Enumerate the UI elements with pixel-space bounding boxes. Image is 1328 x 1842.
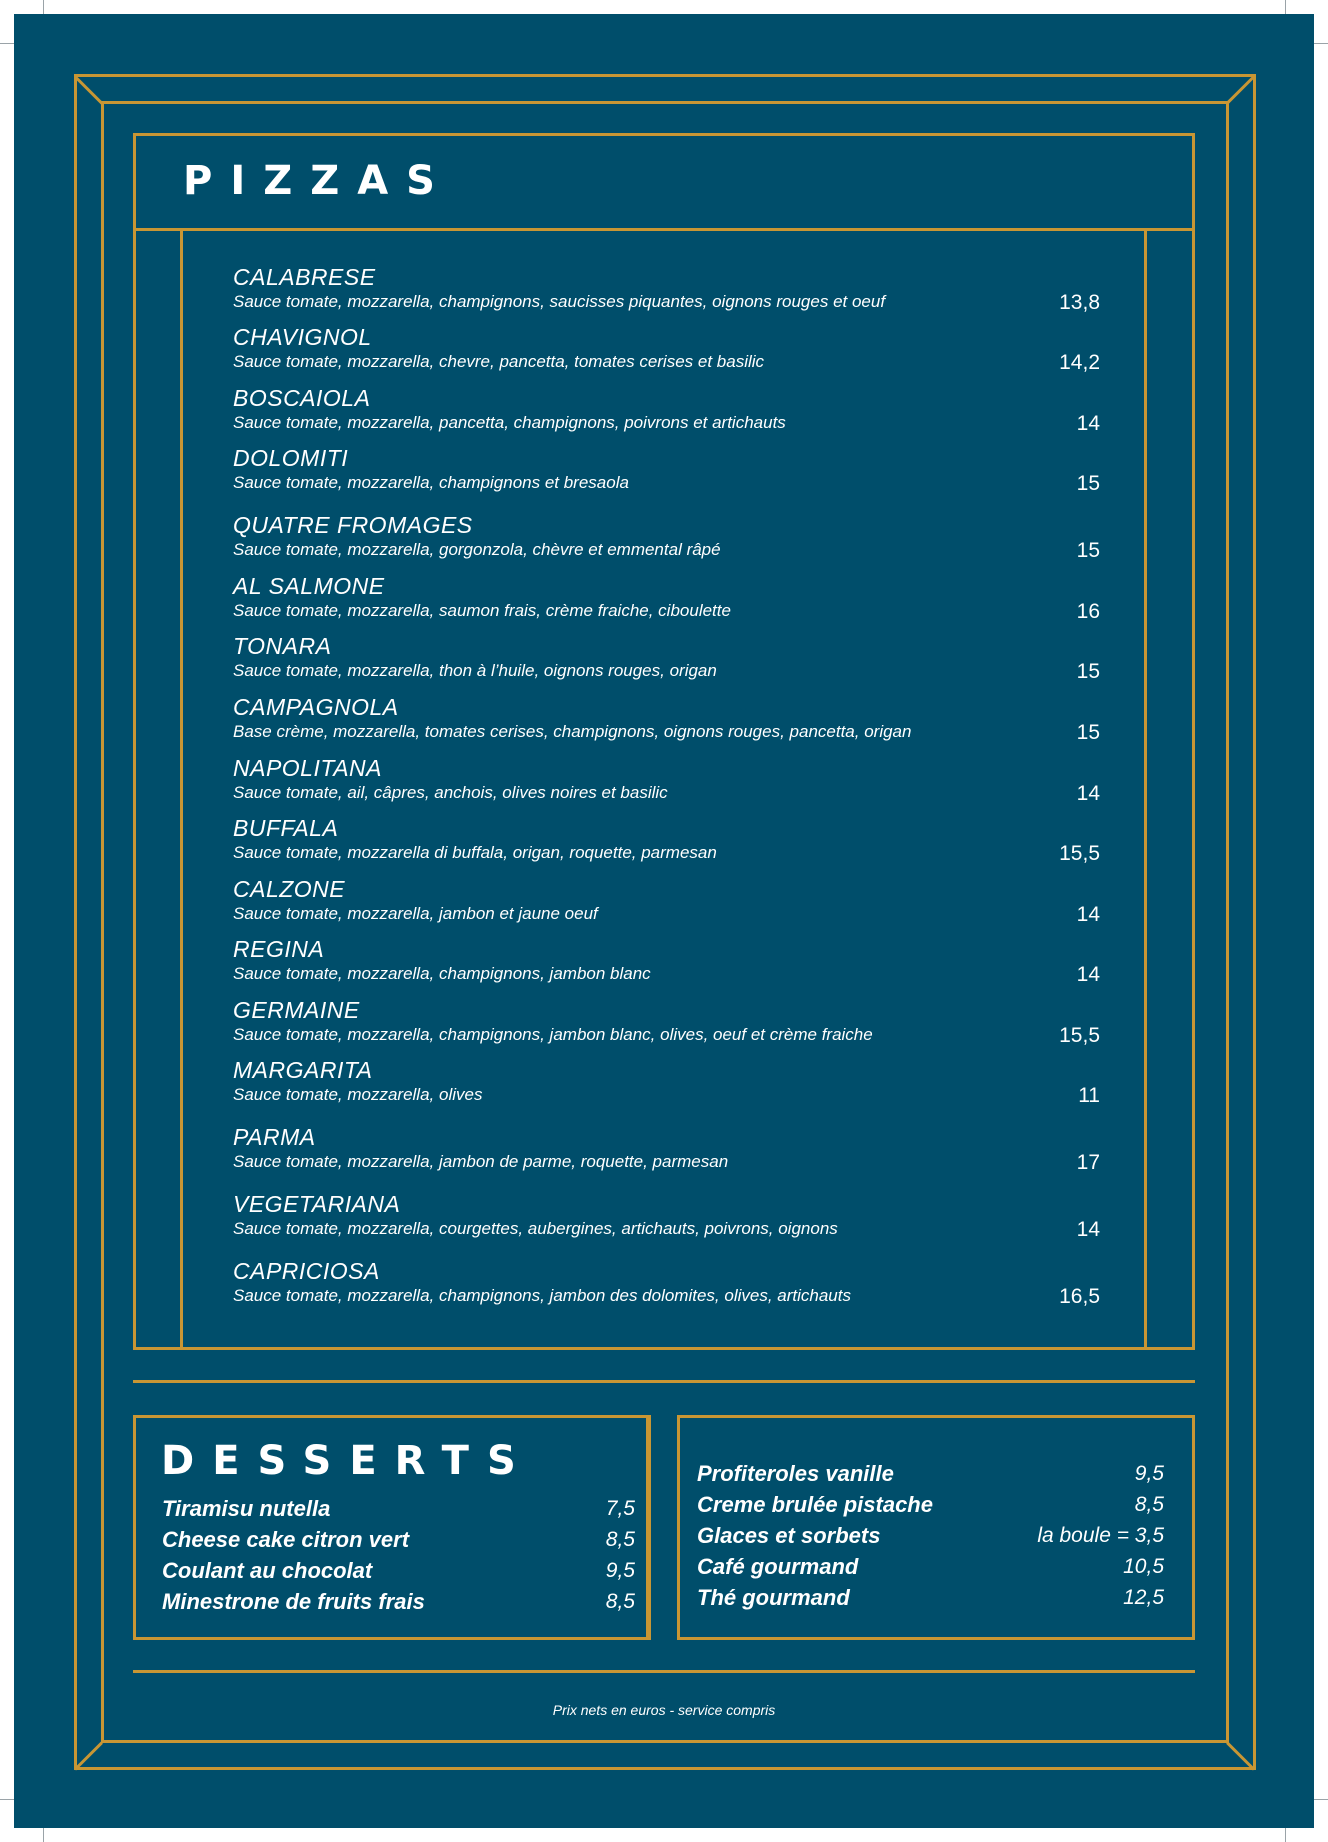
- pizza-price: 15: [1076, 539, 1100, 562]
- pizza-price: 14: [1076, 412, 1100, 435]
- pizza-price: 14,2: [1059, 351, 1100, 374]
- dessert-name: Café gourmand: [697, 1554, 859, 1579]
- dessert-name: Thé gourmand: [697, 1585, 850, 1610]
- dessert-item: [697, 1520, 1164, 1551]
- dessert-name: Minestrone de fruits frais: [162, 1589, 425, 1614]
- pizza-item: [233, 263, 1100, 313]
- dessert-item: [162, 1524, 635, 1555]
- pizza-price: 14: [1076, 903, 1100, 926]
- pizza-price: 16: [1076, 600, 1100, 623]
- dessert-name: Coulant au chocolat: [162, 1558, 373, 1583]
- pizza-description: Sauce tomate, ail, câpres, anchois, olives noires et basilic: [233, 783, 668, 802]
- pizza-item: [233, 511, 1100, 561]
- pizza-name: QUATRE FROMAGES: [233, 512, 473, 538]
- pizza-name: PARMA: [233, 1124, 316, 1150]
- dessert-item: [162, 1493, 635, 1524]
- pizza-item: [233, 693, 1100, 743]
- pizza-item: [233, 814, 1100, 864]
- dessert-price: 8,5: [605, 1590, 635, 1613]
- dessert-price: 9,5: [605, 1559, 635, 1582]
- pizzas-title: PIZZAS: [183, 158, 453, 204]
- pizzas-inner-border-left: [180, 228, 183, 1350]
- dessert-item: [697, 1582, 1164, 1613]
- pizza-description: Sauce tomate, mozzarella, champignons, saucisses piquantes, oignons rouges et oeuf: [233, 292, 886, 311]
- dessert-item: [162, 1555, 635, 1586]
- pizza-name: CAPRICIOSA: [233, 1258, 380, 1284]
- pizza-name: CHAVIGNOL: [233, 324, 372, 350]
- dessert-price: 10,5: [1123, 1555, 1164, 1578]
- dessert-price: la boule = 3,5: [1037, 1524, 1164, 1547]
- pizza-price: 14: [1076, 963, 1100, 986]
- pizza-name: AL SALMONE: [233, 573, 385, 599]
- pizza-description: Sauce tomate, mozzarella, pancetta, champignons, poivrons et artichauts: [233, 413, 786, 432]
- pizza-name: REGINA: [233, 936, 325, 962]
- pizza-price: 14: [1076, 782, 1100, 805]
- pizza-description: Sauce tomate, mozzarella, gorgonzola, chèvre et emmental râpé: [233, 540, 721, 559]
- pizza-name: CALABRESE: [233, 264, 376, 290]
- pizza-description: Sauce tomate, mozzarella, chevre, pancetta, tomates cerises et basilic: [233, 352, 765, 371]
- pizzas-inner-border-right: [1144, 228, 1147, 1350]
- pizza-description: Sauce tomate, mozzarella, jambon et jaune oeuf: [233, 904, 598, 923]
- pizza-item: [233, 935, 1100, 985]
- pizza-item: [233, 1123, 1100, 1173]
- dessert-item: [697, 1551, 1164, 1582]
- pizza-description: Sauce tomate, mozzarella, champignons, jambon des dolomites, olives, artichauts: [233, 1286, 851, 1305]
- pizza-name: BUFFALA: [233, 815, 339, 841]
- pizza-price: 16,5: [1059, 1285, 1100, 1308]
- pizza-item: [233, 444, 1100, 494]
- pizza-item: [233, 875, 1100, 925]
- pizza-description: Sauce tomate, mozzarella di buffala, origan, roquette, parmesan: [233, 843, 717, 862]
- dessert-item: [697, 1489, 1164, 1520]
- pizza-price: 14: [1076, 1218, 1100, 1241]
- pizza-item: [233, 1257, 1100, 1307]
- pizza-description: Sauce tomate, mozzarella, champignons et bresaola: [233, 473, 629, 492]
- pizza-description: Sauce tomate, mozzarella, jambon de parme, roquette, parmesan: [233, 1152, 729, 1171]
- pizza-name: CALZONE: [233, 876, 346, 902]
- pizza-item: [233, 384, 1100, 434]
- dessert-price: 8,5: [1134, 1493, 1164, 1516]
- pizza-price: 15: [1076, 472, 1100, 495]
- pizza-description: Sauce tomate, mozzarella, courgettes, aubergines, artichauts, poivrons, oignons: [233, 1219, 838, 1238]
- pizza-name: VEGETARIANA: [233, 1191, 401, 1217]
- dessert-price: 8,5: [605, 1528, 635, 1551]
- dessert-item: [162, 1586, 635, 1617]
- pizza-item: [233, 754, 1100, 804]
- pizza-name: NAPOLITANA: [233, 755, 382, 781]
- pizza-price: 11: [1078, 1084, 1100, 1107]
- dessert-price: 12,5: [1123, 1586, 1164, 1609]
- pizza-price: 15: [1076, 721, 1100, 744]
- dessert-name: Tiramisu nutella: [162, 1496, 331, 1521]
- pizza-description: Sauce tomate, mozzarella, champignons, jambon blanc, olives, oeuf et crème fraiche: [233, 1025, 873, 1044]
- pizza-name: DOLOMITI: [233, 445, 349, 471]
- pizza-name: CAMPAGNOLA: [233, 694, 399, 720]
- pizza-name: TONARA: [233, 633, 332, 659]
- pizza-price: 13,8: [1059, 291, 1100, 314]
- dessert-name: Creme brulée pistache: [697, 1492, 933, 1517]
- footer-note: Prix nets en euros - service compris: [552, 1702, 776, 1718]
- dessert-price: 7,5: [605, 1497, 635, 1520]
- pizza-price: 15: [1076, 660, 1100, 683]
- pizza-description: Sauce tomate, mozzarella, olives: [233, 1085, 483, 1104]
- pizza-price: 15,5: [1059, 1024, 1100, 1047]
- pizza-description: Sauce tomate, mozzarella, thon à l’huile, oignons rouges, origan: [233, 661, 717, 680]
- pizza-item: [233, 323, 1100, 373]
- pizza-description: Sauce tomate, mozzarella, saumon frais, crème fraiche, ciboulette: [233, 601, 731, 620]
- dessert-name: Cheese cake citron vert: [162, 1527, 410, 1552]
- dessert-item: [697, 1458, 1164, 1489]
- dessert-price: 9,5: [1134, 1462, 1164, 1485]
- desserts-title: DESSERTS: [161, 1438, 534, 1484]
- dessert-name: Profiteroles vanille: [697, 1461, 894, 1486]
- pizza-description: Sauce tomate, mozzarella, champignons, jambon blanc: [233, 964, 651, 983]
- pizza-item: [233, 572, 1100, 622]
- pizza-name: BOSCAIOLA: [233, 385, 371, 411]
- footer-divider: [133, 1670, 1195, 1673]
- section-divider: [133, 1380, 1195, 1383]
- pizza-description: Base crème, mozzarella, tomates cerises, champignons, oignons rouges, pancetta, origan: [233, 722, 912, 741]
- pizza-item: [233, 996, 1100, 1046]
- pizza-item: [233, 1190, 1100, 1240]
- pizza-price: 15,5: [1059, 842, 1100, 865]
- pizza-name: MARGARITA: [233, 1057, 373, 1083]
- pizza-name: GERMAINE: [233, 997, 360, 1023]
- dessert-name: Glaces et sorbets: [697, 1523, 881, 1548]
- pizza-item: [233, 1056, 1100, 1106]
- pizza-price: 17: [1076, 1151, 1100, 1174]
- desserts-gap-border: [648, 1415, 651, 1640]
- pizza-item: [233, 632, 1100, 682]
